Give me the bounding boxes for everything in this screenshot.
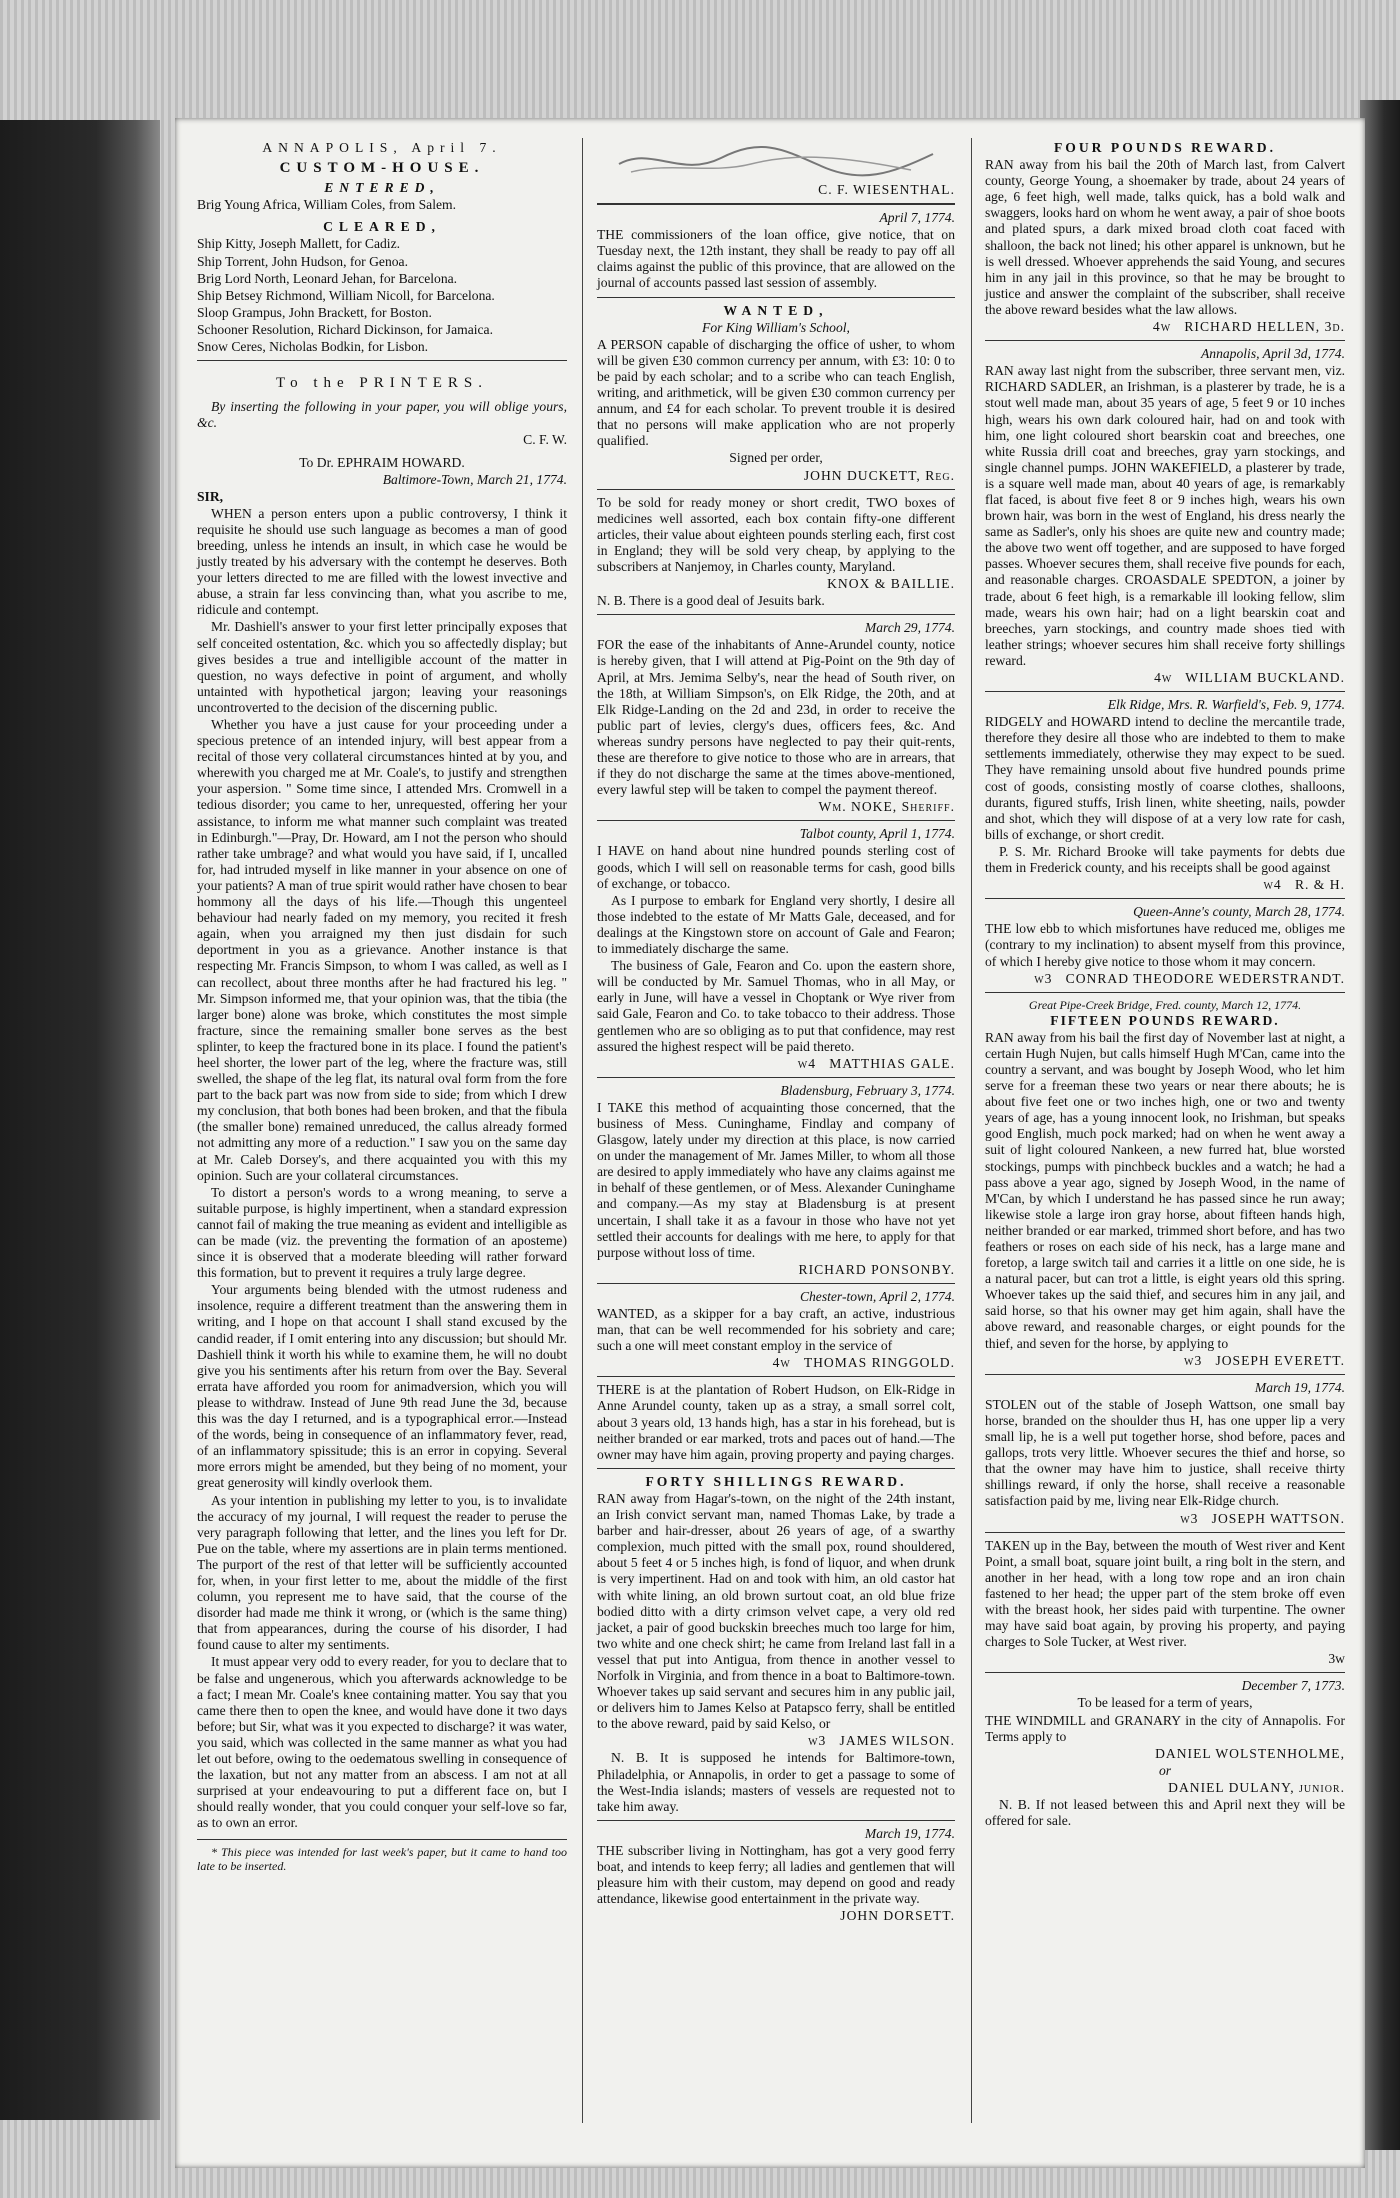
divider [597, 489, 955, 490]
insertion-code: w3 [1184, 1352, 1203, 1368]
reward-heading: FORTY SHILLINGS REWARD. [645, 1473, 907, 1489]
divider [597, 820, 955, 821]
entered-item: Brig Young Africa, William Coles, from Salem. [197, 197, 456, 213]
divider [985, 992, 1345, 993]
school-name: For King William's School, [702, 319, 850, 335]
signature: JOHN DUCKETT, Reg. [803, 467, 955, 483]
lease-lead: To be leased for a term of years, [1077, 1695, 1253, 1711]
divider [597, 1820, 955, 1821]
footnote: * This piece was intended for last week's paper, but it came to hand too late to be inserted. [197, 1845, 567, 1874]
request-signature: C. F. W. [523, 432, 567, 448]
divider [985, 340, 1345, 341]
book-spine [0, 120, 160, 2120]
cleared-item: Brig Lord North, Leonard Jehan, for Barcelona. [197, 270, 458, 286]
entered-heading: ENTERED, [324, 180, 440, 196]
reward-heading: FIFTEEN POUNDS REWARD. [1050, 1012, 1280, 1028]
divider [985, 898, 1345, 899]
divider [985, 1672, 1345, 1673]
salutation: SIR, [197, 488, 224, 504]
windmill-nb: N. B. If not leased between this and April next they will be offered for sale. [985, 1797, 1345, 1829]
divider [985, 1532, 1345, 1533]
insertion-code: 4w [772, 1355, 791, 1371]
signature: RICHARD PONSONBY. [798, 1261, 955, 1277]
medicines-notice: To be sold for ready money or short credit, TWO boxes of medicines well assorted, each box contain fifty-one different articles, their value about eighteen pounds sterling each, first cost in England; they will be sold very cheap, by applying to the subscribers at Nanjemoy, in Charles county, Maryland. [597, 494, 955, 574]
column-1 [197, 140, 567, 1874]
windmill-notice: THE WINDMILL and GRANARY in the city of Annapolis. For Terms apply to [985, 1712, 1345, 1744]
signature: JOSEPH EVERETT. [1215, 1352, 1345, 1368]
runaway-nb: N. B. It is supposed he intends for Baltimore-town, Philadelphia, or Annapolis, in order to get a passage to some of the West-India islands; masters of vessels are requested not to take him away. [597, 1750, 955, 1814]
insertion-code: 4w [1152, 319, 1172, 335]
reward-heading: FOUR POUNDS REWARD. [1053, 140, 1277, 155]
divider [597, 1077, 955, 1078]
dateline: March 19, 1774. [864, 1825, 955, 1841]
page-edge [1360, 100, 1400, 2150]
cleared-item: Ship Betsey Richmond, William Nicoll, for Barcelona. [197, 287, 495, 303]
divider [985, 691, 1345, 692]
signature: JAMES WILSON. [839, 1733, 955, 1749]
signature: Wm. NOKE, Sheriff. [818, 799, 955, 815]
medicines-nb: N. B. There is a good deal of Jesuits bark. [597, 593, 825, 609]
insertion-code: w3 [808, 1733, 827, 1749]
dateline: Talbot county, April 1, 1774. [799, 826, 955, 842]
cleared-item: Snow Ceres, Nicholas Bodkin, for Lisbon. [197, 339, 429, 355]
divider [597, 1376, 955, 1377]
sheriff-notice: FOR the ease of the inhabitants of Anne-Arundel county, notice is hereby given, that I will attend at Pig-Point on the 9th day of April, at Mrs. Jemima Selby's, near the head of South river, on the 18th, at William Simpson's, on Elk Ridge, the 20th, and at Elk Ridge-Landing on the 2d and 23d, in order to receive the public part of levies, clergy's dues, officers fees, &c. And whereas sundry persons have neglected to pay their quit-rents, these are therefore to give notice to those who are in arrears, that if they do not discharge the same at the times above-mentioned, every lawful step will be taken to compel the payment thereof. [597, 637, 955, 798]
signature: THOMAS RINGGOLD. [803, 1355, 955, 1371]
ink-stamp-icon [611, 144, 941, 178]
letter-paragraph: Mr. Dashiell's answer to your first letter principally exposes that self conceited ostentation, &c. which you so affectedly display; but gives besides a true and intelligible account of the matter in question, no ways defective in point of argument, and wholly untainted with hypothetical jargon; leaving your reasonings uncontroverted to the decision of the discerning public. [197, 619, 567, 715]
signature: JOHN DORSETT. [840, 1908, 955, 1924]
column-rule [971, 138, 972, 2123]
divider [197, 360, 567, 361]
signature: CONRAD THEODORE WEDERSTRANDT. [1065, 970, 1345, 986]
gale-notice: As I purpose to embark for England very shortly, I desire all those indebted to the estate of Mr Matts Gale, deceased, and for dealings at the Kingstown store on account of Gale and Fearon; to immediately discharge the same. [597, 892, 955, 957]
dateline: ANNAPOLIS, April 7. [262, 140, 502, 155]
dateline: Elk Ridge, Mrs. R. Warfield's, Feb. 9, 1774. [1107, 697, 1345, 713]
divider [985, 1374, 1345, 1375]
divider [597, 1283, 955, 1284]
dateline: Bladensburg, February 3, 1774. [780, 1082, 955, 1098]
letter-signature: C. F. WIESENTHAL. [818, 182, 955, 197]
wanted-heading: WANTED, [723, 302, 829, 318]
ferry-notice: THE subscriber living in Nottingham, has got a very good ferry boat, and intends to keep ferry; all ladies and gentlemen that will pleasure him with their custom, may depend on good and ready attendance, likewise good entertainment in the private way. [597, 1842, 955, 1907]
usher-notice: A PERSON capable of discharging the office of usher, to whom will be given £30 common currency per annum, with £3: 10: 0 to be paid by each scholar; and to a scribe who can teach English, writing, and arithmetick, will be given £30 common currency per annum, and £4 for each scholar. To prevent trouble it is desired that no persons will make application who are not properly qualified. [597, 336, 955, 449]
insertion-code: 3w [1328, 1651, 1345, 1667]
dateline: March 19, 1774. [1254, 1379, 1345, 1395]
or-text: or [1158, 1762, 1172, 1778]
loan-office-notice: THE commissioners of the loan office, give notice, that on Tuesday next, the 12th instant, they shall be ready to pay off all claims against the public of this province, that are allowed on the journal of accounts passed last session of assembly. [597, 227, 955, 291]
divider [597, 614, 955, 615]
printers-request: By inserting the following in your paper, you will oblige yours, &c. [197, 399, 567, 431]
signature: WILLIAM BUCKLAND. [1185, 670, 1345, 685]
wederstrandt-notice: THE low ebb to which misfortunes have reduced me, obliges me (contrary to my inclination) to absent myself from this province, of which I hereby give notice to those whom it may concern. [985, 921, 1345, 969]
signature: JOSEPH WATTSON. [1211, 1510, 1345, 1526]
column-rule [582, 138, 583, 2123]
ponsonby-notice: I TAKE this method of acquainting those concerned, that the business of Mess. Cuninghame, Findlay and company of Glasgow, lately under my direction at this place, is now carried on under the management of Mr. James Miller, to whom all those are desired to apply immediately who have any claims against me in behalf of these gentlemen, or of Mess. Alexander Cuninghame and company.—As my stay at Bladensburg is at present uncertain, I shall take it as a favour in those who have not yet settled their accounts for dealings with me here, to apply for that purpose without loss of time. [597, 1099, 955, 1260]
signature: R. & H. [1294, 877, 1345, 893]
dateline: Annapolis, April 3d, 1774. [1200, 346, 1345, 362]
stolen-horse-notice: STOLEN out of the stable of Joseph Wattson, one small bay horse, branded on the shoulder thus H, has one upper lip a very small lip, he is a well put together horse, shod before, paces and gallops, trots very little. Whoever secures the thief and horse, so that the owner may have him to justice, shall receive thirty shillings reward, if only the horse, shall receive a reasonable satisfaction paid by me, living near Elk-Ridge church. [985, 1396, 1345, 1509]
insertion-code: w4 [1263, 877, 1282, 893]
runaway-notice: RAN away from Hagar's-town, on the night of the 24th instant, an Irish convict servant man, named Thomas Lake, by trade a barber and hair-dresser, about 26 years of age, of a swarthy complexion, much pitted with the small pox, round shouldered, about 5 feet 4 or 5 inches high, is fond of liquor, and when drunk is very impertinent. Had on and took with him, an old castor hat with white lining, an old brown surtout coat, an old blue frize bodied ditto with a dirty crimson velvet cape, a very old red jacket, a pair of good buckskin breeches much too large for him, two white and one check shirt; he came from Ireland last fall in a vessel that put into Antigua, from thence in another vessel to Norfolk in Virginia, and from thence in a boat to Baltimore-town. Whoever takes up said servant and secures him in any public jail, or delivers him to James Kelso at Patapsco ferry, shall be entitled to the above reward, paid by said Kelso, or [597, 1490, 955, 1732]
boat-taken-notice: TAKEN up in the Bay, between the mouth of West river and Kent Point, a small boat, square joint built, a ring bolt in the stern, and another in her head, with a long tow rope and an iron chain fastened to her head; the upper part of the stem broke off even with the breast hook, her sides paid with turpentine. The owner may have said boat again, by proving his property, and paying charges to Sole Tucker, at West river. [985, 1537, 1345, 1650]
letter-dateline: Baltimore-Town, March 21, 1774. [382, 471, 567, 487]
dateline: December 7, 1773. [1241, 1678, 1345, 1694]
cleared-item: Schooner Resolution, Richard Dickinson, for Jamaica. [197, 321, 493, 337]
cleared-item: Ship Kitty, Joseph Mallett, for Cadiz. [197, 236, 401, 252]
ridgely-notice: RIDGELY and HOWARD intend to decline the mercantile trade, therefore they desire all those who are indebted to them to make settlements immediately, otherwise they may expect to be sued. They have remaining unsold about five hundred pounds prime cost of goods, consisting mostly of coarse clothes, shalloons, durants, figured stuffs, Irish linen, white sheeting, nails, powder and shot, which they will dispose of at a very low rate for cash, bills of exchange, or short credit. [985, 714, 1345, 842]
ridgely-ps: P. S. Mr. Richard Brooke will take payments for debts due them in Frederick county, and his receipts shall be good against [985, 843, 1345, 876]
dateline: Chester-town, April 2, 1774. [799, 1288, 955, 1304]
skipper-notice: WANTED, as a skipper for a bay craft, an active, industrious man, that can be well recommended for his sobriety and care; such a one will meet constant employ in the service of [597, 1306, 955, 1354]
cleared-item: Sloop Grampus, John Brackett, for Boston. [197, 304, 432, 320]
signed-line: Signed per order, [729, 450, 823, 466]
letter-paragraph: Your arguments being blended with the utmost rudeness and insolence, require a different treatment than the answering them in writing, and I hope on that account I shall stand excused by the candid reader, if I omit entering into any discussion; but should Mr. Dashiell think it worth his while to examine them, he will no doubt give you his sentiments after his return from over the Bay. Several errata have afforded you room for animadversion, which you will please to withdraw. Instead of June 9th read June the 3d, because this was the day I returned, and is a typographical error.—Instead of the words, being in consequence of an inflammatory fever, read, of an inflammatory spissitude; this is an error in copying. Several more errors might be amended, but they being of no moment, your great generosity will kindly overlook them. [197, 1282, 567, 1491]
signature: KNOX & BAILLIE. [827, 576, 955, 592]
runaway-notice: RAN away from his bail the first day of November last at night, a certain Hugh Nujen, but calls himself Hugh M'Can, came into the country a servant, and was bought by Joseph Wood, who let him serve for a freeman these two years or near there abouts; he is about five feet one or two inches high, one or two and twenty years of age, has a young innocent look, no Irishman, but speaks good English, much pock marked; had on when he went away a suit of light coloured Nankeen, a new furred hat, blue worsted stockings, pumps with pinchbeck buckles and a watch; he had a pass above a year ago, signed by Joseph Wood, in the name of M'Can, by which I understand he has passed since he run away; likewise stole a large iron gray horse, about fifteen hands high, neither branded or ear marked, trimmed short before, and has two feathers or roses on each side of his neck, has a large mane and foretop, a large switch tail and carries it a little on one side, he is a natural pacer, but can trot a little, is eight years old this spring. Whoever takes up the said thief, and secures him in any jail, and said horse, so that his owner may get him again, shall have the above reward, and reasonable charges, or eight pounds for the thief, and seven for the horse, by applying to [985, 1029, 1345, 1351]
dateline: Queen-Anne's county, March 28, 1774. [1133, 904, 1345, 920]
letter-paragraph: WHEN a person enters upon a public controversy, I think it requisite he should use such language as becomes a man of good breeding, unless he intends an insult, in which case he would be justly treated by his adversary with the contempt he deserves. Both your letters directed to me are filled with the lowest invective and abuse, a strain far less convincing than, what you ascribe to me, ridicule and contempt. [197, 505, 567, 618]
runaway-notice: RAN away from his bail the 20th of March last, from Calvert county, George Young, a shoemaker by trade, about 24 years of age, 6 feet high, well made, talks quick, has a bold walk and swaggers, looks hard on whom he went away, a pair of shoe boots and plated spurs, a dark mixed broad cloth coat faced with shalloon, the back not lined; his other apparel is unknown, but he is well dressed. Whoever apprehends the said Young, and secures him in any jail in this province, so that he may be brought to justice and answer the complaint of the subscriber, shall receive the above reward besides what the law allows. [985, 157, 1345, 317]
letter-paragraph: As your intention in publishing my letter to you, is to invalidate the accuracy of my journal, I will request the reader to peruse the very paragraph following that letter, and the lines you left for Dr. Pue on the table, where my assertions are in plain terms mentioned. The purport of the rest of that letter will be sufficiently accounted for, when, in your first letter to me, about the middle of the first column, you represent me to have said, that the course of the disorder had made me think it wrong, or (which is the same thing) that from appearances, during the course of his disorder, I had found cause to alter my sentiments. [197, 1492, 567, 1653]
cleared-heading: CLEARED, [323, 219, 441, 235]
divider [197, 1839, 567, 1840]
stray-notice: THERE is at the plantation of Robert Hudson, on Elk-Ridge in Anne Arundel county, taken up as a stray, a small sorrel colt, about 3 years old, 13 hands high, has a star in his forehead, but is neither branded or ear marked, trots and paces out of hand.—The owner may have him again, proving property and paying charges. [597, 1382, 955, 1462]
divider [597, 203, 955, 205]
dateline: March 29, 1774. [864, 620, 955, 636]
custom-house-heading: CUSTOM-HOUSE. [279, 160, 485, 177]
gale-notice: I HAVE on hand about nine hundred pounds sterling cost of goods, which I will sell on reasonable terms for cash, good bills of exchange, or tobacco. [597, 843, 955, 891]
insertion-code: w3 [1180, 1510, 1199, 1526]
divider [597, 297, 955, 298]
insertion-code: w4 [797, 1055, 817, 1071]
to-printers-heading: To the PRINTERS. [275, 375, 489, 392]
letter-paragraph: It must appear very odd to every reader, for you to declare that to be false and ungenerous, which you afterwards acknowledge to be a fact; I mean Mr. Coale's knee containing matter. You say that you came there then to open the knee, and would have done it two days before; but Sir, what was it you expected to discharge? it was water, you said, which was collected in the same manner as what you had let out before, owing to the oedematous swelling in consequence of the laxation, but not any matter from an abscess. I am not at all surprised at your endeavouring to put a different face on, but I should really wonder, that you could conquer your self-love so far, as to own an error. [197, 1654, 567, 1831]
signature: DANIEL WOLSTENHOLME, [1155, 1745, 1345, 1761]
column-3 [985, 140, 1345, 1830]
insertion-code: 4w [1154, 670, 1173, 685]
column-2 [597, 140, 955, 1925]
dateline: April 7, 1774. [879, 210, 955, 226]
gale-notice: The business of Gale, Fearon and Co. upon the eastern shore, will be conducted by Mr. Samuel Thomas, who in all May, or early in June, will have a vessel in Choptank or Wye river from said Gale, Fearon and Co. to take tobacco to their address. Those gentlemen who are so obliging as to put that confidence, may rest assured the highest respect will be paid thereto. [597, 958, 955, 1054]
insertion-code: w3 [1034, 970, 1053, 986]
letter-addressee: To Dr. EPHRAIM HOWARD. [299, 454, 465, 470]
dateline: Great Pipe-Creek Bridge, Fred. county, March 12, 1774. [1028, 997, 1302, 1012]
divider [597, 1468, 955, 1469]
signature: MATTHIAS GALE. [829, 1055, 955, 1071]
letter-paragraph: Whether you have a just cause for your proceeding under a specious pretence of an intended injury, will best appear from a recital of those very collateral circumstances hinted at by you, and wherewith you charged me at Mr. Coale's, to justify and strengthen your aspersion. " Some time since, I attended Mrs. Cromwell in a tedious disorder; you came to her, unrequested, offering her your assistance, to inform me what manner such complaint was treated in Edinburgh."—Pray, Dr. Howard, am I not the person who should rather take umbrage? and what would you have said, if I, uncalled for, had intruded myself in like manner in your absence on one of your patients? A man of true spirit would rather have chosen to bear hommony all the days of his life.—Though this ungenteel behaviour had nearly faded on my memory, you recited it fresh again, when you arraigned my then just disdain for such deportment in you as a grievance. Another instance is that respecting Mr. Francis Simpson, to whom I was called, as well as I can recollect, about three months after he had fractured his leg. " Mr. Simpson informed me, that your opinion was, that the tibia (the larger bone) alone was broke, which constitutes the most simple fracture, since the remaining smaller bone serves as the best splinter, to keep the fractured bone in its place. I found the patient's heel shorter, the lower part of the leg, where the fracture was, still swelled, the shape of the leg flat, its natural oval form from the fore part to the back part was now from side to side; from which I drew my conclusion, that both bones had been broken, and that the fibula (the smaller bone) remained unreduced, the callus already formed not admitting any more of a reduction." I saw you on the same day at Mr. Caleb Dorsey's, and there acquainted you with this my opinion. Such are your collateral circumstances. [197, 717, 567, 1183]
runaway-notice: RAN away last night from the subscriber, three servant men, viz. RICHARD SADLER, an Irishman, is a plasterer by trade, he is a stout well made man, about 35 years of age, 5 feet 9 or 10 inches high, wears his own dark coloured hair, had on and took with him, one light coloured short bearskin coat and breeches, one white Russia drill coat and breeches, gray yarn stockings, and single channel pumps. JOHN WAKEFIELD, a plasterer by trade, is a square well made man, about 40 years of age, is remarkably flat faced, is about five feet 8 or 9 inches high, wears his own brown hair, was born in the west of England, his dress nearly the same as Sadler's, only his shoes are quite new and country made; the above two went off together, and are supposed to have forged passes. Whoever secures them, shall receive five pounds for each, and reasonable charges. CROASDALE SPEDTON, a joiner by trade, about 6 feet high, is a remarkable ill looking fellow, slim made, wears his own hair; had on a light bearskin coat and breeches, yarn stockings, and country made shoes tied with leather strings; whoever secures him shall receive forty shillings reward. [985, 363, 1345, 668]
newspaper-page [175, 118, 1365, 2168]
signature: DANIEL DULANY, junior. [1168, 1779, 1345, 1795]
letter-paragraph: To distort a person's words to a wrong meaning, to serve a suitable purpose, is highly impertinent, when a standard expression cannot fail of making the true meaning as evident and intelligible as can be made (viz. the preventing the formation of an aposteme) since it is observed that a moderate bleeding will rather forward this formation, but to prevent it requires a truly large degree. [197, 1184, 567, 1281]
signature: RICHARD HELLEN, 3d. [1184, 319, 1345, 335]
cleared-item: Ship Torrent, John Hudson, for Genoa. [197, 253, 408, 269]
